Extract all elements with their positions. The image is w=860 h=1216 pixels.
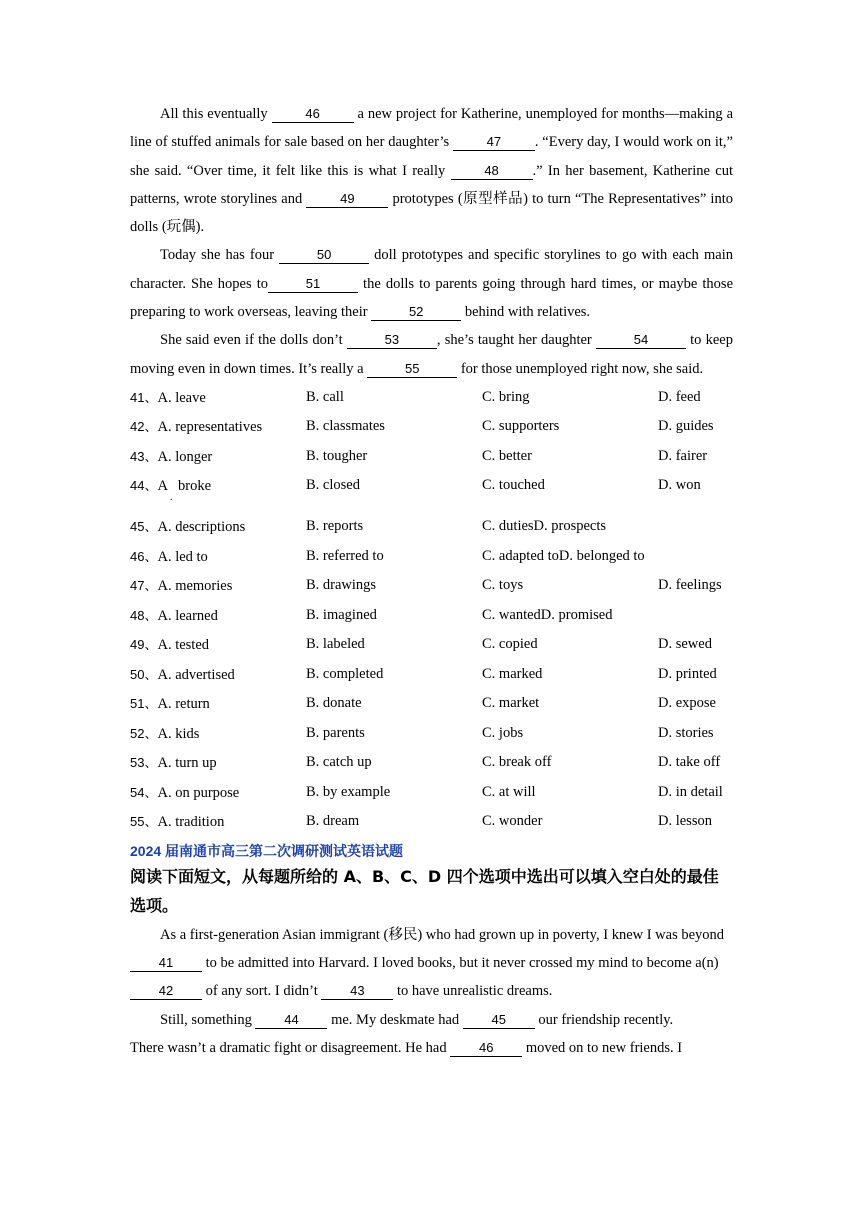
option-row-42 bbox=[130, 412, 733, 442]
text: There wasn’t a dramatic fight or disagreement. He had bbox=[130, 1039, 451, 1056]
option-b: B. drawings bbox=[306, 577, 377, 594]
option-row-45 bbox=[130, 512, 733, 542]
text: a new project for Katherine, unemployed for months—making a line of stuffed animals for sale based on her daughter’s bbox=[130, 106, 734, 151]
blank-46: 46 bbox=[272, 106, 354, 123]
option-a: A. memories bbox=[157, 578, 233, 595]
passage1-paragraph-1 bbox=[130, 100, 733, 241]
question-number: 55、 bbox=[130, 814, 158, 830]
option-c: C. jobs bbox=[482, 724, 524, 741]
option-row-51 bbox=[130, 689, 733, 719]
text: doll prototypes and specific storylines to go with each main character. She hopes to bbox=[130, 247, 733, 292]
question-number: 43、 bbox=[130, 448, 158, 464]
blank-52: 52 bbox=[371, 304, 461, 321]
text: behind with relatives. bbox=[461, 304, 591, 321]
option-row-52 bbox=[130, 719, 733, 749]
question-number: 44、 bbox=[130, 478, 158, 494]
text: to have unrealistic dreams. bbox=[393, 983, 553, 1000]
option-a: A. turn up bbox=[157, 755, 217, 772]
option-b: B. tougher bbox=[306, 447, 368, 464]
option-row-54 bbox=[130, 778, 733, 808]
option-row-41 bbox=[130, 383, 733, 413]
blank-55: 55 bbox=[367, 361, 457, 378]
question-number: 42、 bbox=[130, 419, 158, 435]
option-c: C. break off bbox=[482, 754, 552, 771]
option-b: B. completed bbox=[306, 665, 384, 682]
option-b: B. by example bbox=[306, 783, 391, 800]
question-number: 50、 bbox=[130, 666, 158, 682]
option-a: A. return bbox=[157, 696, 210, 713]
question-number: 54、 bbox=[130, 784, 158, 800]
option-d: D. feelings bbox=[658, 577, 722, 594]
option-c: C. better bbox=[482, 447, 532, 464]
passage2-paragraph-1 bbox=[130, 921, 733, 1006]
text: the dolls to parents going through hard times, or maybe those preparing to work overseas, leaving their bbox=[130, 275, 733, 321]
option-c: C. market bbox=[482, 695, 540, 712]
blank-48: 48 bbox=[451, 163, 533, 180]
option-c: C. wantedD. promised bbox=[482, 606, 613, 623]
passage2-paragraph-2-cont bbox=[130, 1034, 733, 1062]
option-d: D. expose bbox=[658, 695, 716, 712]
blank-41: 41 bbox=[130, 955, 202, 972]
question-number: 47、 bbox=[130, 578, 158, 594]
option-c: C. toys bbox=[482, 577, 524, 594]
blank-44: 44 bbox=[255, 1012, 327, 1029]
question-number: 52、 bbox=[130, 725, 158, 741]
option-a: A. on purpose bbox=[157, 784, 240, 801]
option-d: D. guides bbox=[658, 418, 714, 435]
blank-50: 50 bbox=[279, 247, 369, 264]
text: for those unemployed right now, she said. bbox=[457, 360, 704, 377]
option-a: A. advertised bbox=[157, 666, 235, 683]
option-row-46 bbox=[130, 542, 733, 572]
option-c: C. dutiesD. prospects bbox=[482, 518, 607, 535]
option-c: C. marked bbox=[482, 665, 543, 682]
option-a: A. learned bbox=[157, 607, 218, 624]
option-b: B. classmates bbox=[306, 418, 385, 435]
text: to be admitted into Harvard. I loved books, but it never crossed my mind to become a(n) bbox=[202, 955, 719, 972]
text: of any sort. I didn’t bbox=[202, 983, 322, 1000]
option-c: C. supporters bbox=[482, 418, 560, 435]
option-row-48 bbox=[130, 601, 733, 631]
passage1-paragraph-3 bbox=[130, 326, 733, 383]
blank-43: 43 bbox=[321, 983, 393, 1000]
option-d: D. in detail bbox=[658, 783, 723, 800]
option-c: C. bring bbox=[482, 388, 530, 405]
question-number: 48、 bbox=[130, 607, 158, 623]
option-row-55 bbox=[130, 807, 733, 837]
blank-47: 47 bbox=[453, 134, 535, 151]
option-b: B. imagined bbox=[306, 606, 377, 623]
text: .” In her basement, Katherine cut patterns, wrote storylines and bbox=[130, 162, 733, 207]
question-number: 49、 bbox=[130, 637, 158, 653]
text: Today she has four bbox=[160, 247, 280, 264]
text: , she’s taught her daughter bbox=[436, 332, 596, 349]
text: As a first-generation Asian immigrant (移民) who had grown up in poverty, I knew I was beyond bbox=[160, 926, 725, 943]
text: . “Every day, I would work on it,” she said. “Over time, it felt like this is what I really bbox=[130, 134, 733, 179]
option-row-53 bbox=[130, 748, 733, 778]
option-a: A. representatives bbox=[157, 419, 263, 436]
option-d: D. printed bbox=[658, 665, 717, 682]
blank-53: 53 bbox=[347, 332, 437, 349]
option-b: B. closed bbox=[306, 477, 360, 494]
option-d bbox=[658, 512, 733, 542]
option-c: C. wonder bbox=[482, 813, 543, 830]
option-a: A. kids bbox=[157, 725, 200, 742]
option-d bbox=[658, 601, 733, 631]
option-b: B. referred to bbox=[306, 547, 384, 564]
question-number: 45、 bbox=[130, 519, 158, 535]
blank-45: 45 bbox=[463, 1012, 535, 1029]
blank-46b: 46 bbox=[450, 1040, 522, 1057]
option-b: B. donate bbox=[306, 695, 362, 712]
text: our friendship recently. bbox=[534, 1011, 674, 1028]
options-list bbox=[130, 383, 733, 837]
text: moved on to new friends. I bbox=[522, 1039, 683, 1056]
option-a: A. descriptions bbox=[157, 519, 246, 536]
option-c: C. at will bbox=[482, 783, 536, 800]
passage1-paragraph-2 bbox=[130, 241, 733, 326]
option-row-50 bbox=[130, 660, 733, 690]
option-d: D. take off bbox=[658, 754, 721, 771]
text: prototypes (原型样品) to turn “The Representatives” into dolls (玩偶). bbox=[130, 190, 733, 236]
instruction-heading: 阅读下面短文，从每题所给的 A、B、C、D 四个选项中选出可以填入空白处的最佳选项。 bbox=[130, 866, 719, 915]
text: Still, something bbox=[160, 1011, 256, 1028]
option-b: B. reports bbox=[306, 518, 364, 535]
question-number: 53、 bbox=[130, 755, 158, 771]
blank-49: 49 bbox=[306, 191, 388, 208]
document-page bbox=[130, 100, 733, 1062]
text: She said even if the dolls don’t bbox=[160, 332, 347, 349]
option-row-43 bbox=[130, 442, 733, 472]
option-d: D. fairer bbox=[658, 447, 708, 464]
option-d: D. won bbox=[658, 477, 701, 494]
option-d: D. lesson bbox=[658, 813, 712, 830]
text: All this eventually bbox=[160, 106, 272, 122]
option-d bbox=[658, 542, 733, 572]
option-b: B. dream bbox=[306, 813, 360, 830]
option-a: A. leave bbox=[157, 389, 206, 406]
option-a: A. tradition bbox=[157, 814, 225, 831]
option-b: B. parents bbox=[306, 724, 365, 741]
option-d: D. stories bbox=[658, 724, 714, 741]
option-c: C. adapted toD. belonged to bbox=[482, 547, 645, 564]
option-row-44 bbox=[130, 471, 733, 512]
option-row-47 bbox=[130, 571, 733, 601]
text: me. My deskmate had bbox=[327, 1011, 463, 1028]
question-number: 51、 bbox=[130, 696, 158, 712]
option-b: B. call bbox=[306, 388, 344, 405]
question-number: 46、 bbox=[130, 548, 158, 564]
source-title: 2024 届南通市高三第二次调研测试英语试题 bbox=[130, 842, 404, 859]
option-c: C. copied bbox=[482, 636, 538, 653]
blank-42: 42 bbox=[130, 983, 202, 1000]
option-a: A. tested bbox=[157, 637, 210, 654]
option-c: C. touched bbox=[482, 477, 545, 494]
option-a: A. longer bbox=[157, 448, 213, 465]
blank-54: 54 bbox=[596, 332, 686, 349]
option-b: B. labeled bbox=[306, 636, 365, 653]
option-d: D. sewed bbox=[658, 636, 712, 653]
blank-51: 51 bbox=[268, 276, 358, 293]
option-a: A broke · bbox=[157, 478, 211, 494]
option-a: A. led to bbox=[157, 548, 208, 565]
option-b: B. catch up bbox=[306, 754, 372, 771]
text: to keep moving even in down times. It’s really a bbox=[130, 332, 733, 377]
passage2-paragraph-2 bbox=[130, 1006, 733, 1034]
option-d: D. feed bbox=[658, 388, 701, 405]
question-number: 41、 bbox=[130, 389, 158, 405]
option-row-49 bbox=[130, 630, 733, 660]
